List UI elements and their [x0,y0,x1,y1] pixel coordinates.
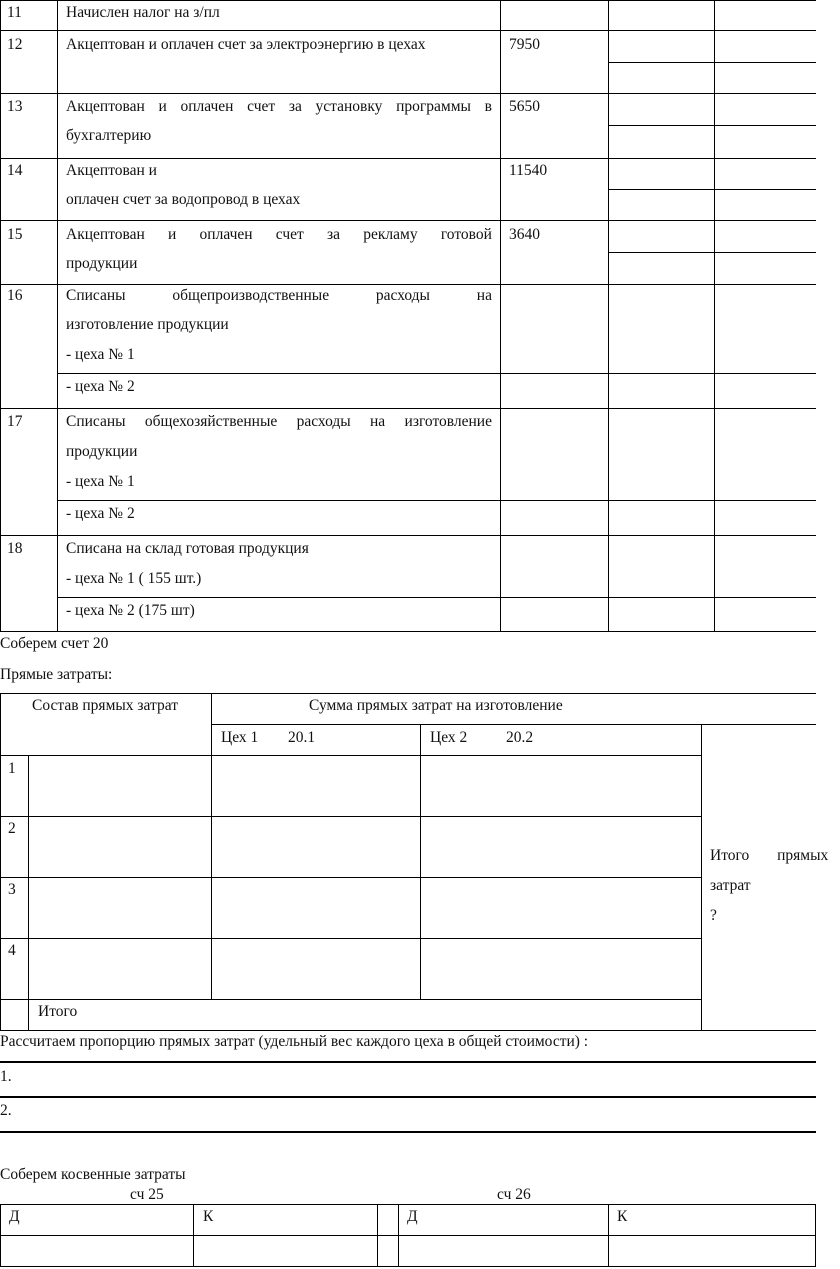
operation-amount: 11540 [509,162,548,179]
row-number: 16 [7,287,23,304]
operation-description: Начислен налог на з/пл [66,4,220,21]
column-header-account2: 20.2 [506,729,534,746]
operation-description-line: - цеха № 2 [66,505,135,522]
proportion-item-1: 1. [0,1068,12,1085]
section-heading: Соберем косвенные затраты [0,1166,186,1183]
row-number: 17 [7,413,23,430]
section-heading: Соберем счет 20 [0,635,109,652]
direct-costs-header-right: Сумма прямых затрат на изготовление [309,697,563,714]
direct-row-number: 3 [8,881,16,898]
row-number: 13 [7,98,23,115]
account-26-debit: Д [407,1208,418,1225]
operation-description-line: Акцептован и оплачен счет за рекламу готовой [66,226,492,243]
total-direct-costs-question: ? [710,907,717,924]
row-number: 18 [7,540,23,557]
total-direct-costs-line [710,847,840,866]
account-26-title: сч 26 [497,1186,531,1203]
account-25-credit: К [203,1208,214,1225]
account-25-title: сч 25 [130,1186,164,1203]
total-direct-costs-text: затрат [710,877,751,894]
column-header-shop2: Цех 2 [430,729,468,746]
direct-row-number: 4 [8,942,16,959]
operation-description-line: - цеха № 1 ( 155 шт.) [66,570,202,587]
direct-row-number: 2 [8,820,16,837]
total-direct-costs-label [710,847,829,866]
account-25-debit: Д [9,1208,20,1225]
proportion-title: Рассчитаем пропорцию прямых затрат (удельный вес каждого цеха в общей стоимости) : [0,1033,589,1050]
operation-description-line: Акцептован и [66,162,157,179]
row-number: 11 [7,4,22,21]
row-number: 14 [7,162,23,179]
operation-description-line: Списаны общепроизводственные расходы на [66,287,492,304]
direct-row-number: 1 [8,760,16,777]
operation-description-line: бухгалтерию [66,127,152,144]
direct-total-label: Итого [38,1003,78,1020]
operation-description-line: оплачен счет за водопровод в цехах [66,191,301,208]
operation-description-line: продукции [66,255,138,272]
proportion-item-2: 2. [0,1102,12,1119]
column-header-account1: 20.1 [288,729,316,746]
operation-amount: 3640 [509,226,540,243]
total-direct-costs-text: Итого прямых [710,847,829,864]
operation-amount: 5650 [509,98,540,115]
operation-description-line: - цеха № 1 [66,346,135,363]
operation-description-line: - цеха № 1 [66,473,135,490]
operation-description-line: Акцептован и оплачен счет за установку программы в [66,98,492,115]
direct-costs-header-left: Состав прямых затрат [32,697,178,714]
operation-description-line: изготовление продукции [66,316,229,333]
operation-description-line: продукции [66,443,138,460]
operation-description-line: - цеха № 2 [66,378,135,395]
operation-description-line: Списаны общехозяйственные расходы на изготовление [66,413,492,430]
operation-description: Акцептован и оплачен счет за электроэнергию в цехах [66,36,426,53]
row-number: 15 [7,226,23,243]
operation-description-line: Списана на склад готовая продукция [66,540,309,557]
account-26-credit: К [617,1208,628,1225]
section-heading: Прямые затраты: [0,666,113,683]
row-number: 12 [7,36,23,53]
operation-description-line: - цеха № 2 (175 шт) [66,602,195,619]
operation-amount: 7950 [509,36,540,53]
column-header-shop1: Цех 1 [221,729,259,746]
